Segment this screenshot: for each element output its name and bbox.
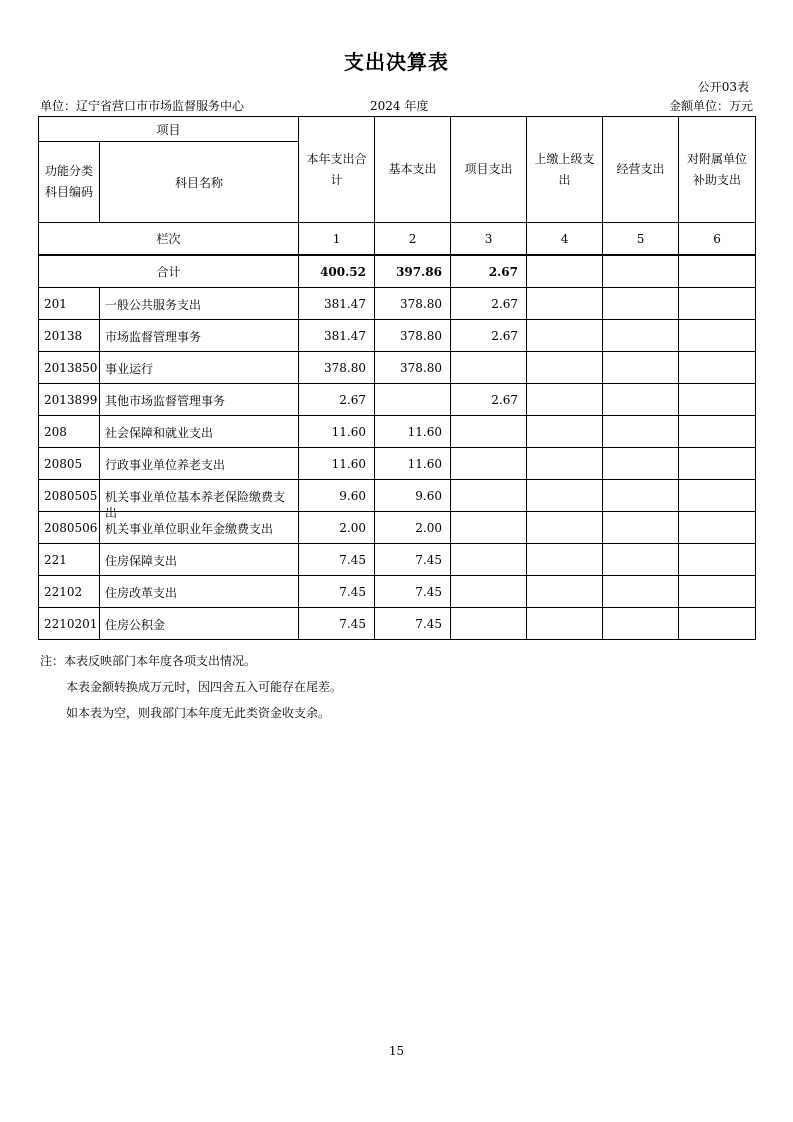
row-value: 7.45	[299, 608, 375, 640]
row-value	[679, 576, 756, 608]
amount-unit-label: 金额单位：万元	[668, 99, 753, 113]
unit-label: 单位：辽宁省营口市市场监督服务中心	[40, 99, 245, 113]
row-value	[527, 288, 603, 320]
row-name-text: 住房保障支出	[105, 553, 178, 568]
row-value	[527, 320, 603, 352]
row-name	[100, 384, 299, 416]
row-code: 221	[39, 544, 100, 576]
row-value: 378.80	[375, 352, 451, 384]
row-value	[451, 512, 527, 544]
row-value	[451, 480, 527, 512]
row-name	[100, 352, 299, 384]
row-value	[679, 608, 756, 640]
row-value	[527, 544, 603, 576]
row-value	[527, 352, 603, 384]
row-name	[100, 448, 299, 480]
col-number: 2	[375, 223, 451, 256]
row-code: 2080505	[39, 480, 100, 512]
table-row	[39, 480, 756, 512]
row-code: 2013850	[39, 352, 100, 384]
row-value	[679, 320, 756, 352]
row-value: 2.67	[451, 384, 527, 416]
row-value	[603, 352, 679, 384]
row-value	[603, 448, 679, 480]
row-value	[451, 352, 527, 384]
table-row	[39, 384, 756, 416]
row-value: 381.47	[299, 320, 375, 352]
total-value: 2.67	[451, 255, 527, 288]
header-col-basic: 基本支出	[375, 117, 451, 223]
row-value	[603, 608, 679, 640]
header-item: 项目	[39, 117, 299, 142]
row-name-text: 事业运行	[105, 361, 154, 376]
row-value	[603, 384, 679, 416]
row-code: 201	[39, 288, 100, 320]
row-value	[679, 480, 756, 512]
table-row	[39, 448, 756, 480]
row-value	[603, 320, 679, 352]
row-name-text: 行政事业单位养老支出	[105, 457, 226, 472]
table-row	[39, 608, 756, 640]
table-row	[39, 320, 756, 352]
header-col-project: 项目支出	[451, 117, 527, 223]
row-name	[100, 480, 299, 520]
total-value: 397.86	[375, 255, 451, 288]
row-name	[100, 512, 299, 544]
row-value: 11.60	[299, 448, 375, 480]
row-name	[100, 416, 299, 448]
row-value	[603, 416, 679, 448]
row-value	[527, 384, 603, 416]
row-code: 20805	[39, 448, 100, 480]
row-value	[603, 512, 679, 544]
row-value: 7.45	[375, 576, 451, 608]
total-value	[603, 255, 679, 288]
row-value: 378.80	[299, 352, 375, 384]
row-name-text: 机关事业单位职业年金缴费支出	[105, 521, 274, 536]
row-value	[527, 448, 603, 480]
header-col-business: 经营支出	[603, 117, 679, 223]
total-value: 400.52	[299, 255, 375, 288]
total-value	[527, 255, 603, 288]
form-number: 公开03表	[697, 80, 749, 94]
row-value	[451, 416, 527, 448]
table-row	[39, 544, 756, 576]
row-name-text: 市场监督管理事务	[105, 329, 202, 344]
row-name-text: 住房改革支出	[105, 585, 178, 600]
page-title: 支出决算表	[344, 50, 449, 74]
expenditure-table	[38, 116, 756, 640]
row-code: 22102	[39, 576, 100, 608]
row-value	[679, 416, 756, 448]
total-row	[39, 255, 756, 288]
row-name-text: 住房公积金	[105, 617, 166, 632]
row-value: 9.60	[375, 480, 451, 512]
row-value	[603, 576, 679, 608]
row-name-text: 机关事业单位基本养老保险缴费支出	[105, 489, 286, 520]
table-row	[39, 512, 756, 544]
row-name	[100, 288, 299, 320]
header-lanci: 栏次	[39, 223, 299, 256]
row-value: 7.45	[299, 576, 375, 608]
row-value: 7.45	[375, 608, 451, 640]
row-value: 378.80	[375, 320, 451, 352]
row-value	[527, 416, 603, 448]
row-value	[527, 576, 603, 608]
row-value: 2.67	[299, 384, 375, 416]
row-value	[603, 480, 679, 512]
row-value: 2.00	[375, 512, 451, 544]
col-number: 4	[527, 223, 603, 256]
row-value	[603, 288, 679, 320]
page-number: 15	[388, 1044, 405, 1058]
row-value: 9.60	[299, 480, 375, 512]
note-line: 注：本表反映部门本年度各项支出情况。	[40, 654, 257, 668]
row-value: 11.60	[375, 416, 451, 448]
row-value	[451, 544, 527, 576]
row-value	[527, 512, 603, 544]
header-col-subsidy: 对附属单位补助支出	[679, 117, 756, 223]
row-value: 381.47	[299, 288, 375, 320]
row-code: 2013899	[39, 384, 100, 416]
row-value	[527, 608, 603, 640]
row-value	[679, 544, 756, 576]
row-value	[451, 448, 527, 480]
row-name-text: 一般公共服务支出	[105, 297, 202, 312]
row-value: 378.80	[375, 288, 451, 320]
row-value: 2.67	[451, 320, 527, 352]
header-col-remit: 上缴上级支出	[527, 117, 603, 223]
row-value	[603, 544, 679, 576]
row-code: 208	[39, 416, 100, 448]
header-code: 功能分类科目编码	[39, 142, 100, 223]
row-value	[679, 512, 756, 544]
row-value	[679, 352, 756, 384]
row-value: 7.45	[375, 544, 451, 576]
total-value	[679, 255, 756, 288]
total-label: 合计	[39, 255, 299, 288]
row-code: 2080506	[39, 512, 100, 544]
table-row	[39, 288, 756, 320]
row-value	[451, 576, 527, 608]
notes	[40, 648, 342, 726]
meta-row	[40, 97, 753, 113]
table-row	[39, 576, 756, 608]
row-name-text: 其他市场监督管理事务	[105, 393, 226, 408]
row-value	[527, 480, 603, 512]
col-number: 5	[603, 223, 679, 256]
col-number: 3	[451, 223, 527, 256]
row-name	[100, 320, 299, 352]
row-name	[100, 544, 299, 576]
row-code: 2210201	[39, 608, 100, 640]
note-line: 本表金额转换成万元时，因四舍五入可能存在尾差。	[66, 680, 343, 694]
header-name: 科目名称	[100, 142, 299, 223]
row-name-text: 社会保障和就业支出	[105, 425, 214, 440]
row-value: 2.00	[299, 512, 375, 544]
note-line: 如本表为空，则我部门本年度无此类资金收支余。	[66, 706, 331, 720]
row-value: 11.60	[299, 416, 375, 448]
row-name	[100, 576, 299, 608]
header-col-total: 本年支出合计	[299, 117, 375, 223]
year-label: 2024 年度	[370, 99, 429, 113]
row-value	[679, 448, 756, 480]
col-number: 6	[679, 223, 756, 256]
row-value	[451, 608, 527, 640]
row-name	[100, 608, 299, 640]
col-number: 1	[299, 223, 375, 256]
row-code: 20138	[39, 320, 100, 352]
table-row	[39, 416, 756, 448]
row-value: 7.45	[299, 544, 375, 576]
row-value: 2.67	[451, 288, 527, 320]
row-value: 11.60	[375, 448, 451, 480]
row-value	[375, 384, 451, 416]
row-value	[679, 384, 756, 416]
row-value	[679, 288, 756, 320]
table-row	[39, 352, 756, 384]
